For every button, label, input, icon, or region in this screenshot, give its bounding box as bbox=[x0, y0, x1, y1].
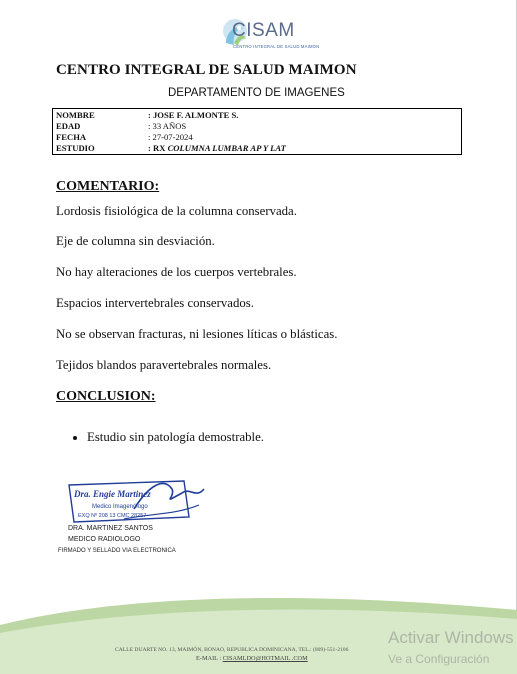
organization-title: CENTRO INTEGRAL DE SALUD MAIMON bbox=[56, 62, 357, 78]
activation-watermark: Activar Windows bbox=[388, 628, 514, 647]
study-prefix: : RX bbox=[148, 143, 168, 153]
patient-label: EDAD bbox=[56, 121, 81, 131]
department-title: DEPARTAMENTO DE IMAGENES bbox=[168, 87, 345, 99]
study-name: COLUMNA LUMBAR AP Y LAT bbox=[167, 143, 286, 153]
comment-line: Tejidos blandos paravertebrales normales. bbox=[56, 358, 272, 372]
signer-name: DRA. MARTINEZ SANTOS bbox=[68, 525, 153, 532]
patient-label: ESTUDIO bbox=[56, 143, 95, 153]
patient-value: : 27-07-2024 bbox=[148, 132, 193, 142]
patient-value bbox=[148, 143, 286, 153]
patient-label: NOMBRE bbox=[56, 110, 95, 120]
activation-watermark-sub: Ve a Configuración bbox=[388, 652, 490, 666]
patient-value: : 33 AÑOS bbox=[148, 121, 187, 131]
patient-label: FECHA bbox=[56, 132, 87, 142]
signature-note: FIRMADO Y SELLADO VIA ELECTRONICA bbox=[58, 548, 176, 554]
comment-line: Eje de columna sin desviación. bbox=[56, 234, 215, 248]
patient-value: : JOSE F. ALMONTE S. bbox=[148, 110, 239, 120]
conclusion-heading: CONCLUSION: bbox=[56, 389, 156, 404]
footer-email-line bbox=[196, 655, 308, 662]
logo-wordmark: CISAM bbox=[232, 20, 295, 41]
bullet-icon bbox=[73, 436, 77, 440]
comment-line: No se observan fracturas, ni lesiones líticas o blásticas. bbox=[56, 327, 338, 341]
footer-email-label: E-MAIL : bbox=[196, 655, 223, 662]
stamp-name: Dra. Engie Martinez bbox=[74, 489, 151, 499]
comment-line: No hay alteraciones de los cuerpos vertebrales. bbox=[56, 265, 297, 279]
stamp-title: Medico Imagenólogo bbox=[92, 504, 148, 510]
signer-title: MEDICO RADIOLOGO bbox=[68, 536, 141, 543]
patient-info-box bbox=[52, 108, 462, 155]
footer-email[interactable]: CISAMLDO@HOTMAIL .COM bbox=[222, 655, 308, 662]
logo-subtitle: CENTRO INTEGRAL DE SALUD MAIMON bbox=[233, 44, 320, 49]
comment-line: Lordosis fisiológica de la columna conservada. bbox=[56, 204, 297, 218]
comment-heading: COMENTARIO: bbox=[56, 179, 160, 194]
footer-address: CALLE DUARTE NO. 13, MAIMÓN, BONAO, REPUBLICA DOMINICANA, TEL.: (809)-551-2106 bbox=[115, 647, 349, 653]
comment-line: Espacios intervertebrales conservados. bbox=[56, 296, 254, 310]
conclusion-item: Estudio sin patología demostrable. bbox=[87, 430, 264, 444]
stamp-codes: EXQ Nº 208 13 CMC 28257 bbox=[78, 513, 147, 519]
